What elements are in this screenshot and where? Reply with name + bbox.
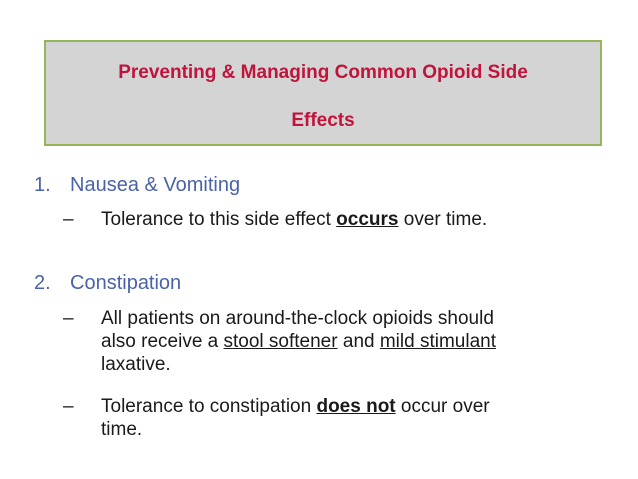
list-item-constipation xyxy=(34,272,181,295)
text-part: occur over xyxy=(395,396,490,417)
text-part: over time. xyxy=(398,209,488,230)
list-item-label: Nausea & Vomiting xyxy=(70,174,241,196)
list-item-label: Constipation xyxy=(70,272,182,294)
slide-title-line-1: Preventing & Managing Common Opioid Side xyxy=(118,62,528,83)
text-part: also receive a xyxy=(101,331,224,352)
emphasis-occurs: occurs xyxy=(336,209,399,230)
list-item-number: 2. xyxy=(34,272,51,294)
text-part: Tolerance to this side effect xyxy=(101,209,337,230)
list-item-nausea xyxy=(34,174,240,197)
sub-bullet-text xyxy=(101,395,601,441)
slide-title-box xyxy=(44,40,602,146)
underline-mild-stimulant: mild stimulant xyxy=(379,331,497,352)
text-line: All patients on around-the-clock opioids should xyxy=(101,308,494,329)
underline-stool-softener: stool softener xyxy=(223,331,338,352)
sub-bullet-text xyxy=(101,307,601,376)
text-line: time. xyxy=(101,419,143,440)
emphasis-does-not: does not xyxy=(316,396,396,417)
list-item-number: 1. xyxy=(34,174,51,196)
sub-bullet-text xyxy=(101,208,601,231)
dash-bullet: – xyxy=(63,308,74,329)
text-part: Tolerance to constipation xyxy=(101,396,317,417)
text-part: and xyxy=(337,331,380,352)
text-line: laxative. xyxy=(101,354,171,375)
slide-title-line-2: Effects xyxy=(291,110,355,131)
dash-bullet: – xyxy=(63,396,74,417)
dash-bullet: – xyxy=(63,209,74,230)
